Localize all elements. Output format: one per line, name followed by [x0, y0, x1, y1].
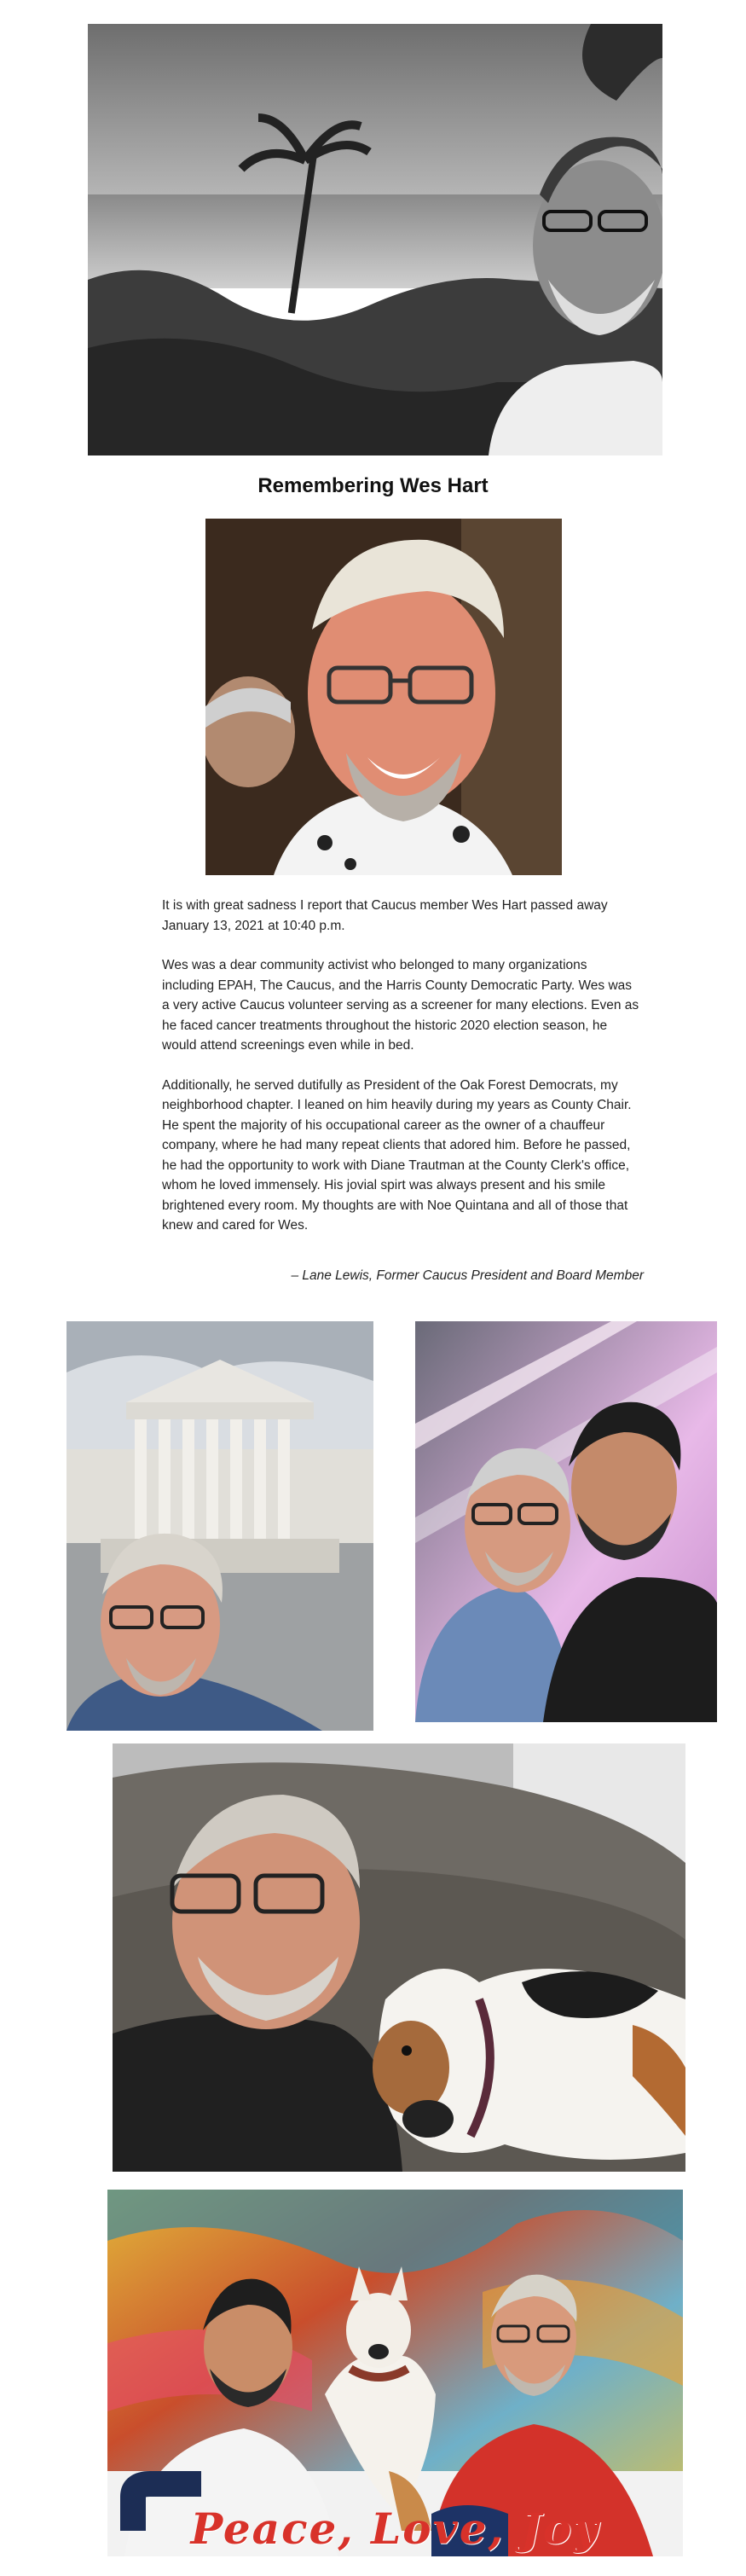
- selfie-photo-supreme-court: [67, 1321, 373, 1731]
- photo-wes-and-friend-party: [415, 1321, 717, 1722]
- portrait-photo-smiling: [205, 519, 562, 875]
- page-title: Remembering Wes Hart: [257, 474, 489, 497]
- hero-photo-beach-portrait: [88, 24, 662, 455]
- article-paragraph: It is with great sadness I report that Caucus member Wes Hart passed away January 13, 2021 at 10:40 p.m.: [162, 898, 608, 933]
- poster-caption-text: Peace, Love, Joy: [190, 2503, 600, 2554]
- article-signature: – Lane Lewis, Former Caucus President and Board Member: [291, 1268, 644, 1283]
- photo-peace-love-joy-poster: [107, 2190, 683, 2556]
- article-paragraph: Wes was a dear community activist who belonged to many organizations including EPAH, The Caucus, and the Harris County Democratic Party. Wes was a very active Caucus volunteer serving as a screener for many elections. Even as he faced cancer treatments throughout the historic 2020 election season, he would attend screenings even while in bed.: [162, 958, 639, 1053]
- tribute-article: [162, 896, 639, 1256]
- article-paragraph: Additionally, he served dutifully as President of the Oak Forest Democrats, my neighborhood chapter. I leaned on him heavily during my years as County Chair. He spent the majority of his occupational career as the owner of a chauffeur company, where he had many repeat clients that adored him. Before he passed, he had the opportunity to work with Diane Trautman at the County Clerk's office, whom he loved immensely. His jovial spirt was always present and his smile brightened every room. My thoughts are with Noe Quintana and all of those that knew and cared for Wes.: [162, 1077, 632, 1233]
- photo-wes-with-dog-on-couch: [113, 1743, 685, 2172]
